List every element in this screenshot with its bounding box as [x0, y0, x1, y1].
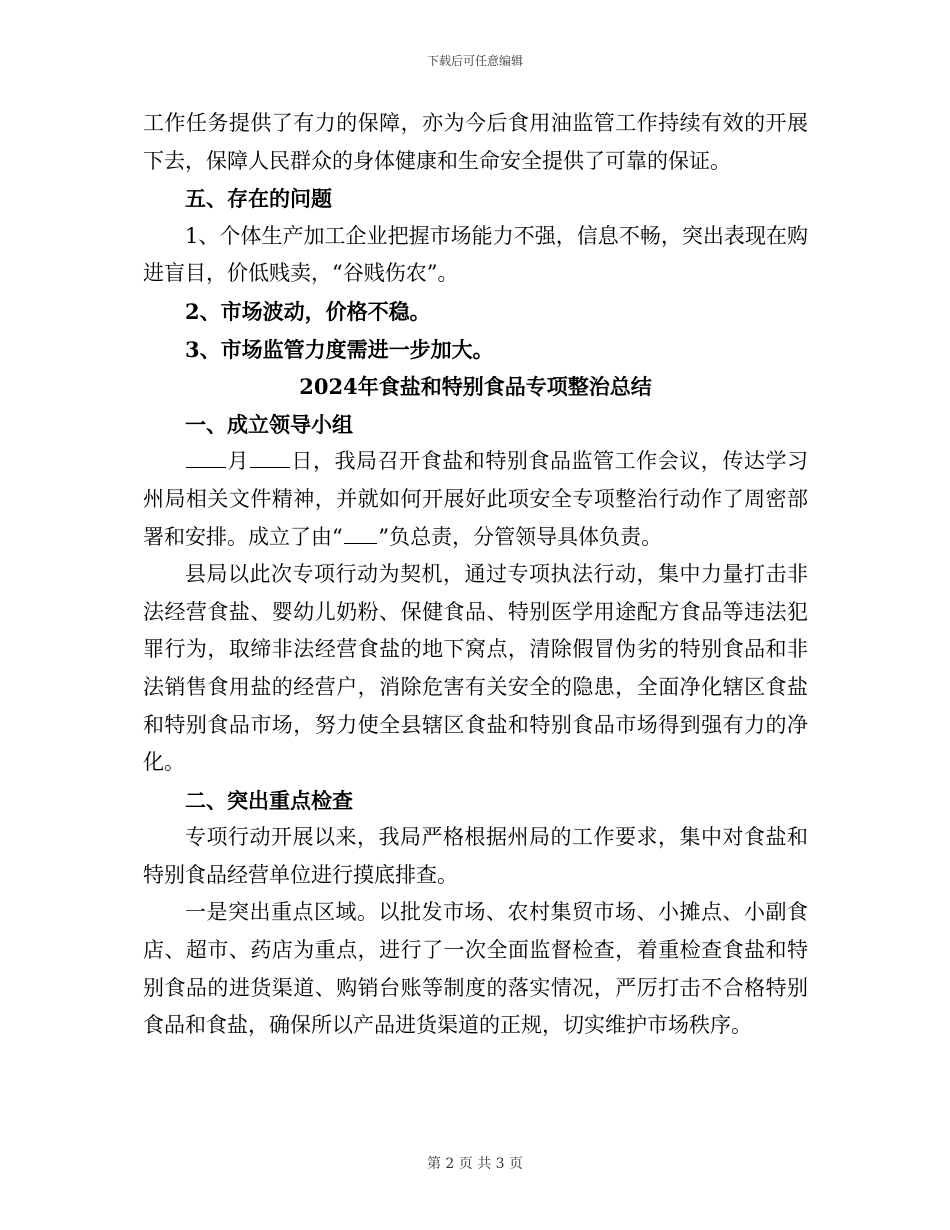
paragraph-meeting-month: 月 — [226, 449, 249, 474]
paragraph-meeting — [143, 443, 808, 556]
paragraph-meeting-end: ”负总责，分管领导具体负责。 — [378, 524, 663, 549]
paragraph-enforcement: 县局以此次专项行动为契机，通过专项执法行动，集中力量打击非法经营食盐、婴幼儿奶粉、保健食品、特别医学用途配方食品等违法犯罪行为，取缔非法经营食盐的地下窝点，清除假冒伪劣的特别食品和非法销售食用盐的经营户，消除危害有关安全的隐患，全面净化辖区食盐和特别食品市场，努力使全县辖区食盐和特别食品市场得到强有力的净化。 — [143, 562, 808, 775]
document-body — [143, 105, 808, 1045]
section-heading-problems: 五、存在的问题 — [185, 186, 332, 212]
page-header: 下载后可任意编辑 — [426, 54, 523, 68]
issue-item-1: 1、个体生产加工企业把握市场能力不强，信息不畅，突出表现在购进盲目，价低贱卖，“谷贱伤农”。 — [143, 223, 808, 286]
paragraph-inspection-intro: 专项行动开展以来，我局严格根据州局的工作要求，集中对食盐和特别食品经营单位进行摸底排查。 — [143, 825, 808, 887]
section-heading-inspection: 二、突出重点检查 — [185, 787, 353, 813]
issue-item-2: 2、市场波动，价格不稳。 — [185, 298, 431, 324]
blank-person — [344, 523, 378, 544]
blank-month — [186, 447, 226, 468]
section-heading-leadership: 一、成立领导小组 — [185, 411, 353, 437]
paragraph-key-areas: 一是突出重点区域。以批发市场、农村集贸市场、小摊点、小副食店、超市、药店为重点，进行了一次全面监督检查，着重检查食盐和特别食品的进货渠道、购销台账等制度的落实情况，严厉打击不合格特别食品和食盐，确保所以产品进货渠道的正规，切实维护市场秩序。 — [143, 900, 808, 1038]
page-footer: 第 2 页 共 3 页 — [426, 1156, 524, 1172]
paragraph-continuation: 工作任务提供了有力的保障，亦为今后食用油监管工作持续有效的开展下去，保障人民群众的身体健康和生命安全提供了可靠的保证。 — [143, 111, 808, 173]
issue-item-3: 3、市场监管力度需进一步加大。 — [185, 336, 494, 362]
document-title: 2024年食盐和特别食品专项整治总结 — [299, 374, 652, 400]
paragraph-meeting-text: 日，我局召开食盐和特别食品监管工作会议，传达学习州局相关文件精神，并就如何开展好此项安全专项整治行动作了周密部署和安排。成立了由“ — [143, 449, 808, 549]
blank-day — [250, 447, 290, 468]
